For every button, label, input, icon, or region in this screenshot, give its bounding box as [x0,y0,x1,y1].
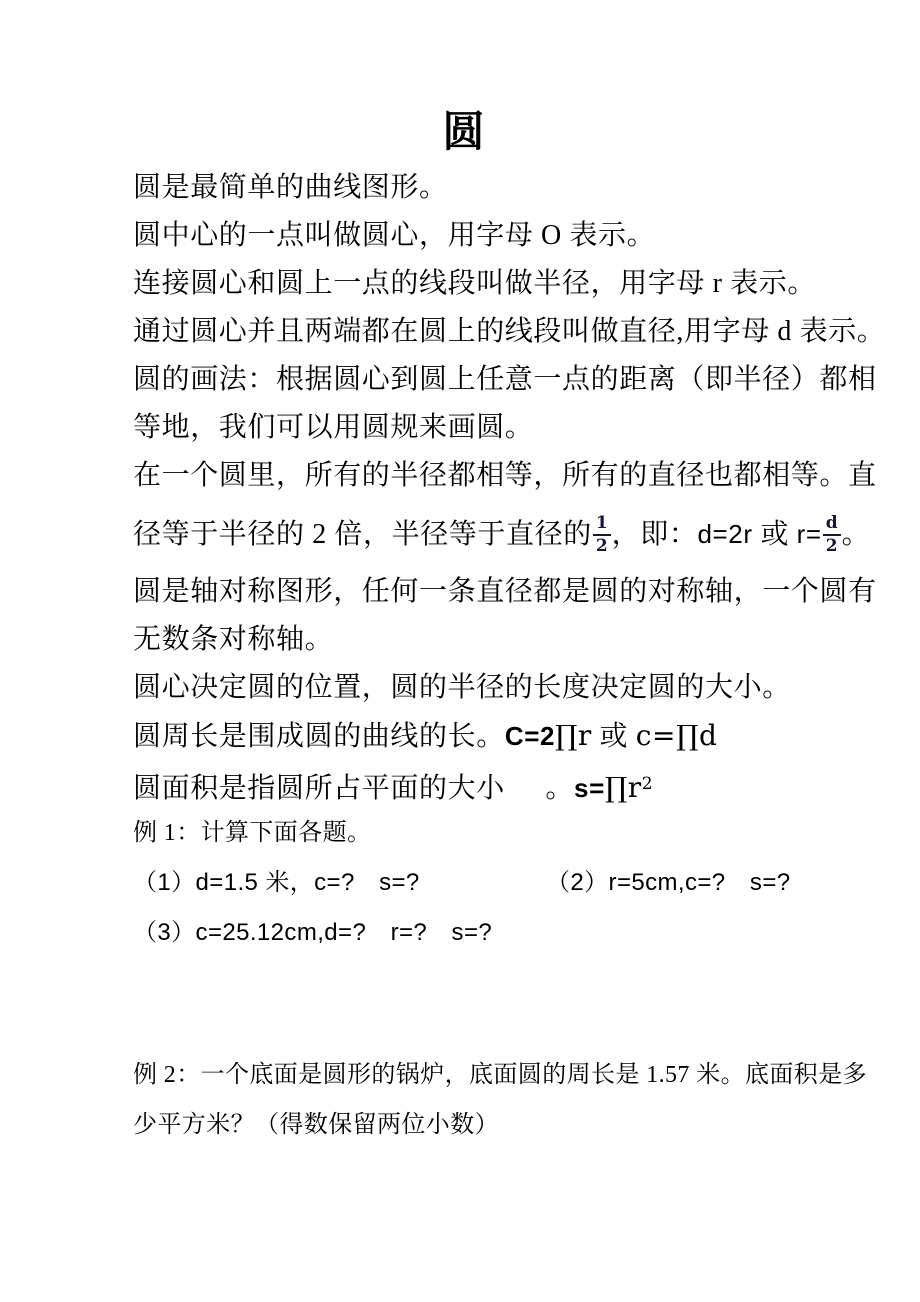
circumference-formula-line [133,712,795,760]
formula-c-equals-2: C=2 [504,721,556,751]
formula-d-equals-2r: d=2r [697,519,761,549]
formula-r-equals: r= [796,519,822,549]
body-line-5: 圆的画法：根据圆心到圆上任意一点的距离（即半径）都相 [133,364,877,395]
body-line-10: 圆心决定圆的位置，圆的半径的长度决定圆的大小。 [133,672,791,703]
example2-line-1: 例 2：一个底面是圆形的锅炉，底面圆的周长是 1.57 米。底面积是多 [133,1062,867,1088]
example1-row-1 [133,858,795,908]
example2-line-2: 少平方米？（得数保留两位小数） [133,1112,499,1138]
area-text-period: 。 [516,773,575,804]
ratio-text-3: 。 [841,519,871,550]
circumference-text-or: 或 [591,721,636,752]
body-line-8: 圆是轴对称图形，任何一条直径都是圆的对称轴，一个圆有 [133,576,877,607]
body-line-1: 圆是最简单的曲线图形。 [133,172,448,203]
ratio-text-1: 径等于半径的 2 倍，半径等于直径的 [133,519,592,550]
body-line-7: 在一个圆里，所有的半径都相等，所有的直径也都相等。直 [133,460,877,491]
ratio-formula-line [133,500,871,568]
ratio-text-2: ，即： [611,519,698,550]
superscript-2: 2 [641,774,654,794]
document-body [133,164,886,1150]
fraction-denominator: 2 [593,534,611,555]
formula-pi-r-squared: ∏r [604,771,642,804]
fraction-numerator: d [825,512,838,533]
body-line-2: 圆中心的一点叫做圆心，用字母 O 表示。 [133,220,656,251]
fraction-numerator: 1 [595,512,608,533]
fraction-d-over-2 [823,512,841,556]
page-title: 圆 [442,110,486,156]
example1-item-2: （2）r=5cm,c=? s=? [546,869,791,896]
example1-item-3: （3）c=25.12cm,d=? r=? s=? [133,919,493,946]
area-text: 圆面积是指圆所占平面的大小 [133,773,505,804]
body-line-3: 连接圆心和圆上一点的线段叫做半径，用字母 r 表示。 [133,268,816,299]
formula-c-equals-pi-d: c=∏d [635,719,718,752]
formula-s-equals: s= [574,773,605,803]
example1-item-1: （1）d=1.5 米，c=? s=? [133,869,420,896]
area-formula-line [133,760,795,808]
body-line-4: 通过圆心并且两端都在圆上的线段叫做直径,用字母 d 表示。 [133,316,886,347]
example1-heading: 例 1：计算下面各题。 [133,820,372,846]
body-line-6: 等地，我们可以用圆规来画圆。 [133,412,534,443]
circumference-text: 圆周长是围成圆的曲线的长。 [133,721,505,752]
ratio-text-or: 或 [760,519,797,550]
fraction-one-half [593,512,611,556]
fraction-denominator: 2 [823,534,841,555]
body-line-9: 无数条对称轴。 [133,624,334,655]
formula-pi-r: ∏r [555,719,592,752]
